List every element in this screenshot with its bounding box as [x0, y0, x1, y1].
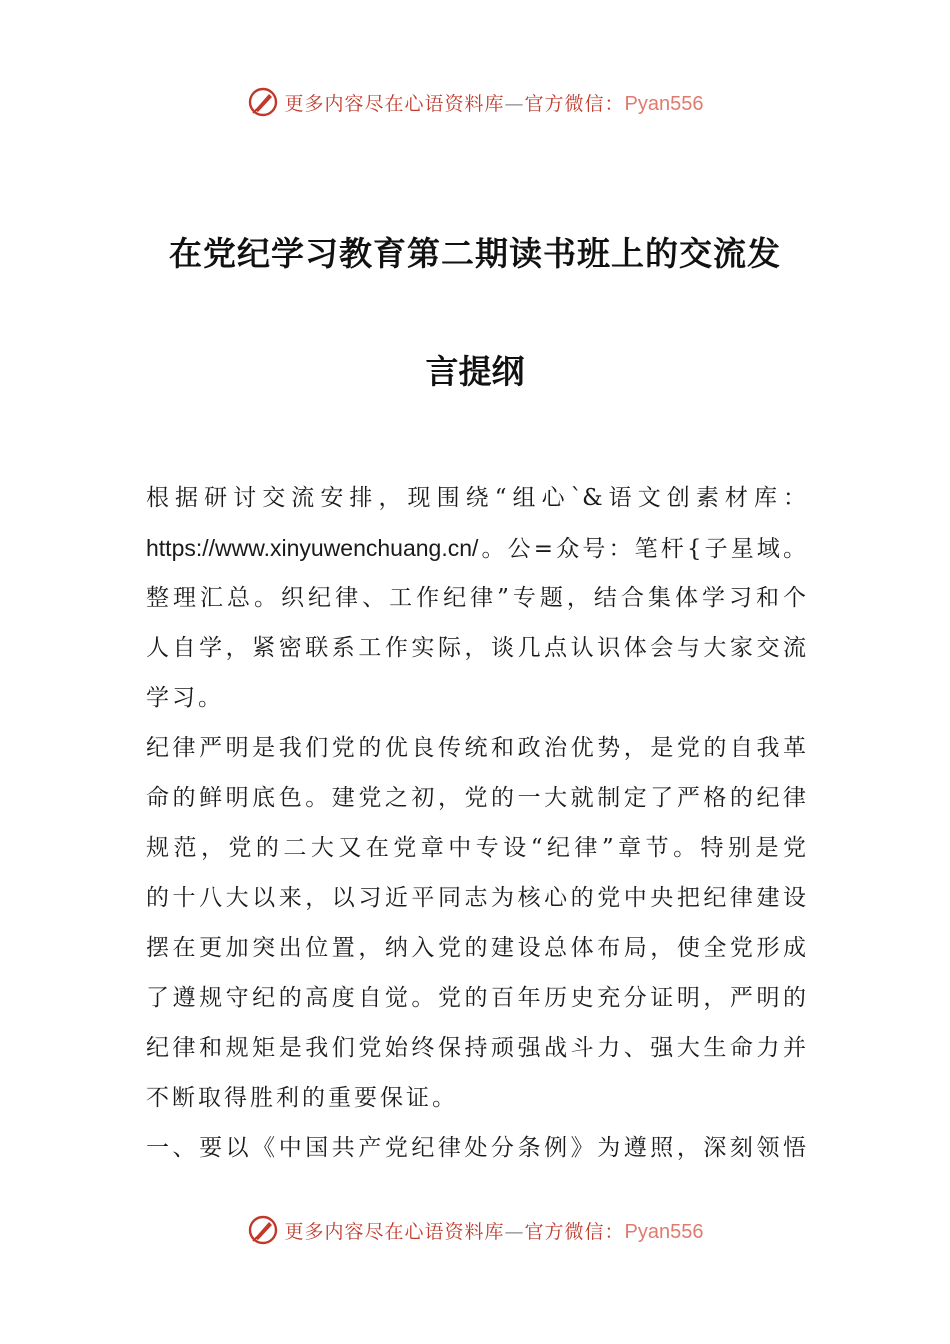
body-line: 摆在更加突出位置，纳入党的建设总体布局，使全党形成: [146, 935, 806, 961]
banner-text: [285, 89, 704, 116]
body-line: 不断取得胜利的重要保证。: [146, 1085, 458, 1111]
quill-logo-icon: [247, 1214, 279, 1246]
body-line: 学习。: [146, 685, 224, 711]
body-line: 纪律严明是我们党的优良传统和政治优势，是党的自我革: [146, 735, 806, 761]
banner-dash: —: [504, 1220, 525, 1243]
body-line: 规范，党的二大又在党章中专设“纪律”章节。特别是党: [146, 835, 806, 861]
banner-wechat-label: 官方微信：: [524, 1220, 625, 1243]
body-line: 一、要以《中国共产党纪律处分条例》为遵照，深刻领悟: [146, 1135, 806, 1161]
banner-handle: Pyan556: [624, 92, 704, 115]
body-url-link[interactable]: https://www.xinyuwenchuang.cn/: [146, 535, 479, 561]
document-title-line-1: 在党纪学习教育第二期读书班上的交流发: [169, 234, 781, 273]
body-line: 了遵规守纪的高度自觉。党的百年历史充分证明，严明的: [146, 985, 806, 1011]
body-line: 命的鲜明底色。建党之初，党的一大就制定了严格的纪律: [146, 785, 806, 811]
footer-watermark-banner: [0, 1210, 950, 1250]
banner-site-name: 更多内容尽在心语资料库: [284, 92, 505, 115]
banner-dash: —: [504, 92, 525, 115]
body-line-rest: 。公=众号：笔杆{子星域。: [478, 536, 806, 562]
body-line: 纪律和规矩是我们党始终保持顽强战斗力、强大生命力并: [146, 1035, 806, 1061]
body-line: [146, 528, 806, 568]
body-line: 的十八大以来，以习近平同志为核心的党中央把纪律建设: [146, 885, 806, 911]
header-watermark-banner: [0, 82, 950, 122]
document-title-line-2: 言提纲: [425, 352, 525, 391]
body-line: 整理汇总。织纪律、工作纪律”专题，结合集体学习和个: [146, 585, 806, 611]
quill-logo-icon: [247, 86, 279, 118]
banner-handle: Pyan556: [624, 1220, 704, 1243]
banner-text: [285, 1217, 704, 1244]
body-line: 根据研讨交流安排，现围绕“组心`&语文创素材库：: [146, 485, 806, 511]
banner-site-name: 更多内容尽在心语资料库: [284, 1220, 505, 1243]
banner-wechat-label: 官方微信：: [524, 92, 625, 115]
body-line: 人自学，紧密联系工作实际，谈几点认识体会与大家交流: [146, 635, 806, 661]
